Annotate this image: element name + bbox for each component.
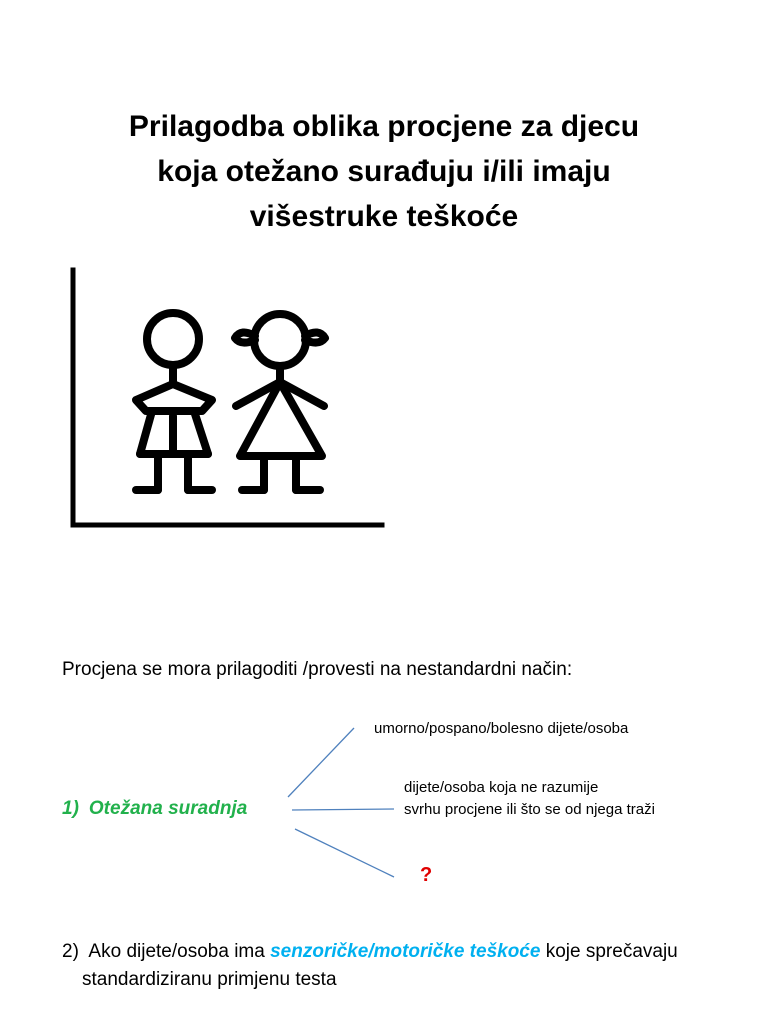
page-title [0, 104, 768, 239]
boy-and-girl-stick-figures-icon [66, 266, 392, 532]
title-line-1: Prilagodba oblika procjene za djecu [128, 110, 640, 143]
point-2 [62, 938, 678, 994]
point-2-text-after: koje sprečavaju [545, 941, 678, 962]
point-2-line-2: standardiziranu primjenu testa [82, 969, 337, 990]
branch-2-line-2: svrhu procjene ili što se od njega traži [404, 801, 655, 818]
point-1-label [62, 798, 247, 820]
point-2-text-before: Ako dijete/osoba ima [88, 941, 265, 962]
intro-text: Procjena se mora prilagoditi /provesti na nestandardni način: [62, 659, 573, 680]
title-line-2: koja otežano surađuju i/ili imaju [157, 155, 611, 188]
point-2-highlight: senzoričke/motoričke teškoće [270, 941, 541, 962]
branch-2-line-1: dijete/osoba koja ne razumije [404, 779, 599, 796]
title-line-3: višestruke teškoće [249, 200, 519, 233]
point-1-text: Otežana suradnja [88, 798, 248, 819]
branch-line-down [295, 829, 394, 877]
branch-2-text [404, 777, 655, 821]
branch-1-text: umorno/pospano/bolesno dijete/osoba [374, 720, 629, 737]
branch-3-question-mark: ? [420, 864, 433, 886]
branch-line-middle [292, 809, 394, 810]
frame-corner [73, 270, 382, 525]
point-2-line-1 [62, 938, 678, 966]
girl-figure-icon [235, 314, 325, 490]
point-2-number: 2) [62, 941, 79, 962]
point-1-number: 1) [62, 798, 79, 819]
branch-line-up [288, 728, 354, 797]
boy-figure-icon [136, 313, 212, 490]
branch-line-group [288, 728, 394, 877]
